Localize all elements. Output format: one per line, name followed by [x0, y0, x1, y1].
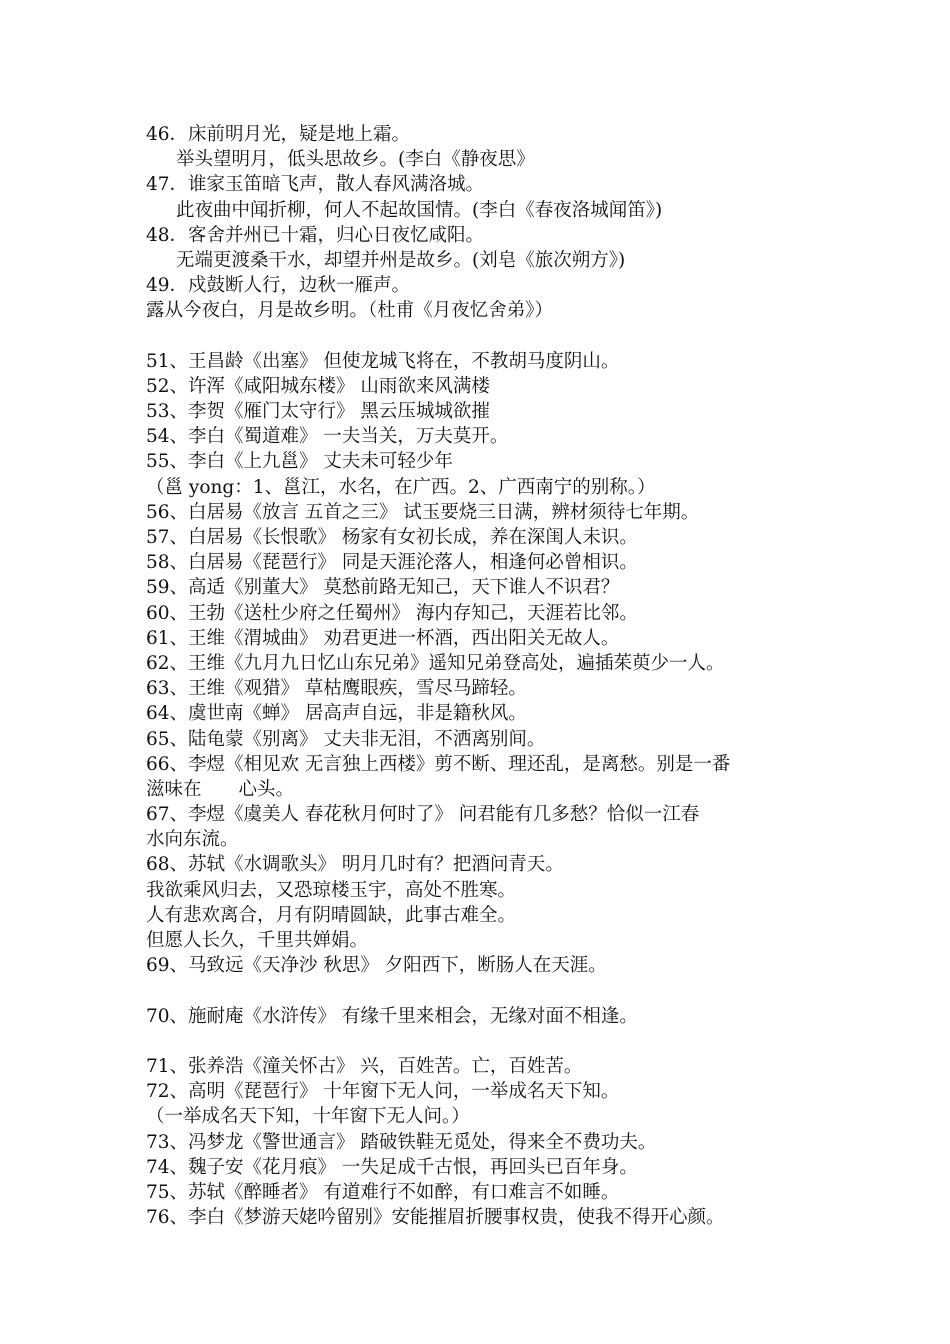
text-line: 49．戍鼓断人行，边秋一雁声。	[146, 275, 411, 297]
text-line: 73、冯梦龙《警世通言》 踏破铁鞋无觅处，得来全不费功夫。	[146, 1131, 657, 1153]
text-line: 61、王维《渭城曲》 劝君更进一杯酒，西出阳关无故人。	[146, 627, 620, 649]
text-line: 56、白居易《放言 五首之三》 试玉要烧三日满，辨材须待七年期。	[146, 501, 700, 523]
text-line: 无端更渡桑干水，却望并州是故乡。(刘皂《旅次朔方》)	[176, 249, 626, 271]
text-line: 60、王勃《送杜少府之任蜀州》 海内存知己，天涯若比邻。	[146, 602, 638, 624]
text-line: 70、施耐庵《水浒传》 有缘千里来相会，无缘对面不相逢。	[146, 1005, 638, 1027]
text-line: 但愿人长久，千里共婵娟。	[146, 930, 369, 951]
text-line: 68、苏轼《水调歌头》 明月几时有？把酒问青天。	[146, 854, 564, 876]
text-line: 62、王维《九月九日忆山东兄弟》遥知兄弟登高处，遍插茱萸少一人。	[146, 652, 725, 674]
text-line: 72、高明《琵琶行》 十年窗下无人问，一举成名天下知。	[146, 1081, 620, 1103]
blank-line	[146, 1029, 826, 1054]
blank-line	[146, 978, 826, 1003]
text-line: （邕 yong：1、邕江，水名，在广西。2、广西南宁的别称。）	[146, 476, 656, 498]
text-line: 滋味在 心头。	[146, 778, 295, 800]
text-line: 48．客舍并州已十霜，归心日夜忆咸阳。	[146, 224, 485, 246]
text-line: 露从今夜白，月是故乡明。（杜甫《月夜忆舍弟》）	[146, 300, 554, 322]
text-line: 67、李煜《虞美人 春花秋月何时了》 问君能有几多愁？恰似一江春	[146, 804, 700, 826]
text-line: 75、苏轼《醉睡者》 有道难行不如醉，有口难言不如睡。	[146, 1181, 620, 1203]
text-line: 63、王维《观猎》 草枯鹰眼疾，雪尽马蹄轻。	[146, 678, 527, 700]
text-line: 69、马致远《天净沙 秋思》 夕阳西下，断肠人在天涯。	[146, 955, 607, 977]
poem-list	[146, 122, 826, 1230]
text-line: 此夜曲中闻折柳，何人不起故国情。(李白《春夜洛城闻笛》)	[176, 199, 663, 221]
text-line: 46．床前明月光，疑是地上霜。	[146, 124, 411, 145]
text-line: 我欲乘风归去，又恐琼楼玉宇，高处不胜寒。	[146, 879, 517, 901]
text-line: 74、魏子安《花月痕》 一失足成千古恨，再回头已百年身。	[146, 1156, 638, 1178]
text-line: 人有悲欢离合，月有阴晴圆缺，此事古难全。	[146, 904, 517, 926]
text-line: 57、白居易《长恨歌》 杨家有女初长成，养在深闺人未识。	[146, 527, 638, 548]
text-line: 65、陆龟蒙《别离》 丈夫非无泪，不洒离别间。	[146, 728, 546, 750]
text-line: 水向东流。	[146, 829, 239, 851]
text-line: 66、李煜《相见欢 无言独上西楼》剪不断、理还乱，是离愁。别是一番	[146, 753, 731, 775]
text-line: 举头望明月，低头思故乡。(李白《静夜思》	[176, 149, 535, 171]
text-line: 76、李白《梦游天姥吟留别》安能摧眉折腰事权贵，使我不得开心颜。	[146, 1207, 725, 1229]
text-line: 55、李白《上九邕》 丈夫未可轻少年	[146, 451, 453, 473]
text-line: （一举成名天下知，十年窗下无人问。）	[146, 1106, 470, 1128]
text-line: 54、李白《蜀道难》 一夫当关，万夫莫开。	[146, 426, 509, 448]
text-line: 64、虞世南《蝉》 居高声自远，非是籍秋风。	[146, 703, 527, 725]
text-line: 58、白居易《琵琶行》 同是天涯沦落人，相逢何必曾相识。	[146, 552, 638, 574]
text-line: 71、张养浩《潼关怀古》 兴，百姓苦。亡，百姓苦。	[146, 1055, 583, 1077]
text-line: 52、许浑《咸阳城东楼》 山雨欲来风满楼	[146, 375, 490, 397]
text-line: 47．谁家玉笛暗飞声，散人春风满洛城。	[146, 174, 485, 196]
text-line: 51、王昌龄《出塞》 但使龙城飞将在，不教胡马度阴山。	[146, 350, 620, 372]
text-line: 59、高适《别董大》 莫愁前路无知己，天下谁人不识君？	[146, 577, 620, 599]
text-line: 53、李贺《雁门太守行》 黑云压城城欲摧	[146, 401, 490, 423]
blank-line	[146, 324, 826, 349]
